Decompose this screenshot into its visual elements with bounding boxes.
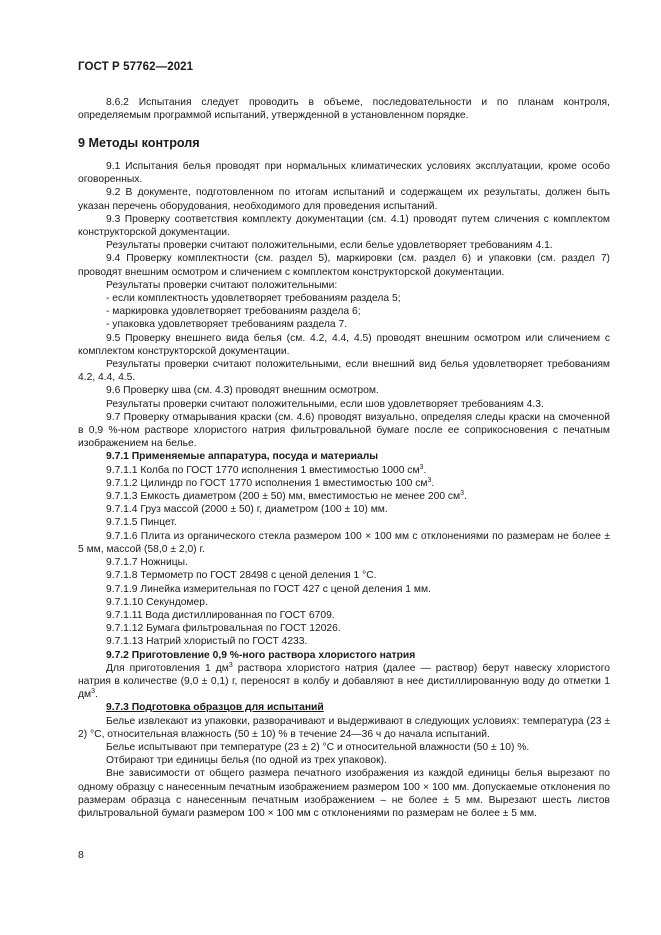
subsection-heading-9-7-3: 9.7.3 Подготовка образцов для испытаний xyxy=(106,702,324,714)
section-9-body xyxy=(78,160,610,820)
superscript: 3 xyxy=(91,688,95,696)
section-title: 9 Методы контроля xyxy=(78,136,200,150)
item-text: 9.7.1.3 Емкость диаметром (200 ± 50) мм, вместимостью не менее 200 см xyxy=(106,491,461,503)
equipment-item: 9.7.1.8 Термометр по ГОСТ 28498 с ценой деления 1 °С. xyxy=(106,570,377,582)
paragraph-9-7: 9.7 Проверку отмарывания краски (см. 4.6) проводят визуально, определяя следы краски на смоченной в 0,9 %-ном растворе хлористого натрия фильтровальной бумаге после ее соприкосновения с печатным изображением на белье. xyxy=(78,411,610,450)
text-part: раствора хлористого натрия (далее — раствор) берут навеску хлористого натрия в количестве (9,0 ± 0,1) г, переносят в колбу и добавляют в нее дистиллированную воду до отметки 1 дм xyxy=(78,662,610,701)
superscript: 3 xyxy=(228,661,233,669)
equipment-item: 9.7.1.12 Бумага фильтровальная по ГОСТ 12026. xyxy=(106,623,341,635)
subsection-heading-9-7-2: 9.7.2 Приготовление 0,9 %-ного раствора хлористого натрия xyxy=(106,649,416,661)
paragraph-9-4: 9.4 Проверку комплектности (см. раздел 5), маркировки (см. раздел 6) и упаковки (см. раздел 7) проводят внешним осмотром и сличением с комплектом конструкторской документации. xyxy=(78,253,610,278)
list-item: - маркировка удовлетворяет требованиям раздела 6; xyxy=(106,306,361,318)
equipment-item: 9.7.1.11 Вода дистиллированная по ГОСТ 6709. xyxy=(106,609,335,621)
paragraph-9-7-3-d: Вне зависимости от общего размера печатного изображения из каждой единицы белья вырезают по одному образцу с нанесенным печатным изображением размером 100 × 100 мм. Допускаемые отклонения по размерам образца с нанесенным печатным изображением – не более ± 5 мм. Вырезают шесть листов фильтровальной бумаги размером 100 × 100 мм с отклонениями по размерам не более ± 5 мм. xyxy=(78,768,610,819)
document-header: ГОСТ Р 57762—2021 xyxy=(78,61,194,73)
paragraph-9-6: 9.6 Проверку шва (см. 4.3) проводят внешним осмотром. xyxy=(106,385,379,397)
period: . xyxy=(423,464,427,476)
paragraph-9-7-3-a: Белье извлекают из упаковки, разворачивают и выдерживают в следующих условиях: температура (23 ± 2) °С, относительная влажность (50 ± 10) % в течение 24—36 ч до начала испытаний. xyxy=(78,715,610,740)
solution-preparation-paragraph xyxy=(78,662,610,702)
page-number: 8 xyxy=(78,849,84,861)
text-part: Для приготовления 1 дм xyxy=(106,662,229,674)
paragraph-9-6-result: Результаты проверки считают положительными, если шов удовлетворяет требованиям 4.3. xyxy=(106,398,544,410)
equipment-item: 9.7.1.10 Секундомер. xyxy=(106,596,208,608)
superscript: 3 xyxy=(419,463,424,471)
equipment-item: 9.7.1.13 Натрий хлористый по ГОСТ 4233. xyxy=(106,636,308,648)
equipment-item xyxy=(78,464,610,477)
paragraph-9-5-result: Результаты проверки считают положительными, если внешний вид белья удовлетворяет требованиям 4.2, 4.4, 4.5. xyxy=(78,359,610,384)
period: . xyxy=(464,491,467,503)
subsection-heading-9-7-1: 9.7.1 Применяемые аппаратура, посуда и материалы xyxy=(106,451,379,463)
paragraph-9-2: 9.2 В документе, подготовленном по итогам испытаний и содержащем их результаты, должен быть указан перечень оборудования, необходимого для проведения испытаний. xyxy=(78,187,610,212)
list-item: - если комплектность удовлетворяет требованиям раздела 5; xyxy=(106,293,401,305)
equipment-item: 9.7.1.9 Линейка измерительная по ГОСТ 427 с ценой деления 1 мм. xyxy=(106,583,431,595)
superscript: 3 xyxy=(460,490,465,498)
equipment-item: 9.7.1.5 Пинцет. xyxy=(106,517,177,529)
paragraph-8-6-2 xyxy=(78,96,610,122)
equipment-item xyxy=(78,490,610,503)
paragraph-9-7-3-c: Отбирают три единицы белья (по одной из трех упаковок). xyxy=(106,755,387,767)
paragraph-9-7-3-b: Белье испытывают при температуре (23 ± 2) °С и относительной влажности (50 ± 10) %. xyxy=(106,741,530,753)
paragraph-text: 8.6.2 Испытания следует проводить в объеме, последовательности и по планам контроля, определяемым программой испытаний, утвержденной в установленном порядке. xyxy=(78,97,610,122)
paragraph-9-5: 9.5 Проверку внешнего вида белья (см. 4.2, 4.4, 4.5) проводят внешним осмотром или сличением с комплектом конструкторской документации. xyxy=(78,332,610,357)
paragraph-9-3-result: Результаты проверки считают положительными, если белье удовлетворяет требованиям 4.1. xyxy=(106,240,553,252)
equipment-item: 9.7.1.6 Плита из органического стекла размером 100 × 100 мм с отклонениями по размерам не более ± 5 мм, массой (58,0 ± 2,0) г. xyxy=(78,530,610,555)
equipment-item xyxy=(78,477,610,490)
period: . xyxy=(431,477,435,489)
item-text: 9.7.1.1 Колба по ГОСТ 1770 исполнения 1 вместимостью 1000 см xyxy=(106,464,420,476)
item-text: 9.7.1.2 Цилиндр по ГОСТ 1770 исполнения 1 вместимостью 100 см xyxy=(106,477,428,489)
paragraph-9-4-result: Результаты проверки считают положительными: xyxy=(106,279,338,291)
superscript: 3 xyxy=(427,476,432,484)
equipment-item: 9.7.1.4 Груз массой (2000 ± 50) г, диаметром (100 ± 10) мм. xyxy=(106,504,388,516)
paragraph-9-3: 9.3 Проверку соответствия комплекту документации (см. 4.1) проводят путем сличения с комплектом конструкторской документации. xyxy=(78,213,610,239)
period: . xyxy=(95,689,98,701)
equipment-item: 9.7.1.7 Ножницы. xyxy=(106,557,188,569)
paragraph-9-1: 9.1 Испытания белья проводят при нормальных климатических условиях эксплуатации, кроме особо оговоренных. xyxy=(78,161,610,186)
list-item: - упаковка удовлетворяет требованиям раздела 7. xyxy=(106,319,348,331)
